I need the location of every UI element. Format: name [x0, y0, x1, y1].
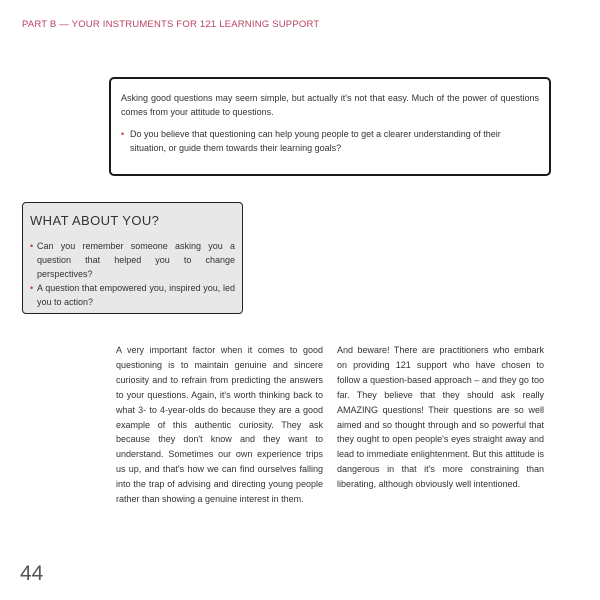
- reflection-bullet-item: [30, 281, 235, 309]
- reflection-bullet-text: Can you remember someone asking you a question that helped you to change perspectives?: [37, 241, 235, 279]
- body-column-right: And beware! There are practitioners who embark on providing 121 support who have chosen to follow a question-based approach – and they go too far. They believe that they should ask really AMAZING questions! Their questions are so well aimed and so thought through and so powerful that they ought to open people's eyes straight away and lead to immediate enlightenment. But this attitude is dangerous in that it's more constraining than liberating, although obviously well intentioned.: [337, 345, 544, 490]
- reflection-title: WHAT ABOUT YOU?: [30, 213, 160, 228]
- intro-callout-box: [109, 77, 551, 176]
- reflection-bullet-item: [30, 239, 235, 281]
- page-number: 44: [20, 562, 44, 585]
- running-header: PART B — YOUR INSTRUMENTS FOR 121 LEARNING SUPPORT: [22, 19, 320, 30]
- bullet-dot-icon: •: [121, 129, 125, 139]
- bullet-dot-icon: •: [30, 241, 34, 251]
- reflection-bullet-list: [30, 239, 235, 309]
- bullet-dot-icon: •: [30, 283, 34, 293]
- reflection-box: [22, 202, 243, 314]
- reflection-bullet-text: A question that empowered you, inspired you, led you to action?: [37, 283, 235, 307]
- intro-bullet-text: Do you believe that questioning can help young people to get a clearer understanding of their situation, or guide them towards their learning goals?: [130, 129, 501, 153]
- intro-paragraph: Asking good questions may seem simple, but actually it's not that easy. Much of the power of questions comes from your attitude to questions.: [121, 93, 539, 117]
- intro-bullet-item: [121, 127, 539, 155]
- body-column-left: A very important factor when it comes to good questioning is to maintain genuine and sincere curiosity and to refrain from predicting the answers to your questions. Again, it's worth thinking back to what 3- to 4-year-olds do because they are a good example of this authentic curiosity. They ask because they don't know and they want to understand. Sometimes our own experience trips us up, and that's how we can find ourselves falling into the trap of advising and directing young people rather than showing a genuine interest in them.: [116, 345, 323, 505]
- intro-bullet-list: [121, 127, 539, 155]
